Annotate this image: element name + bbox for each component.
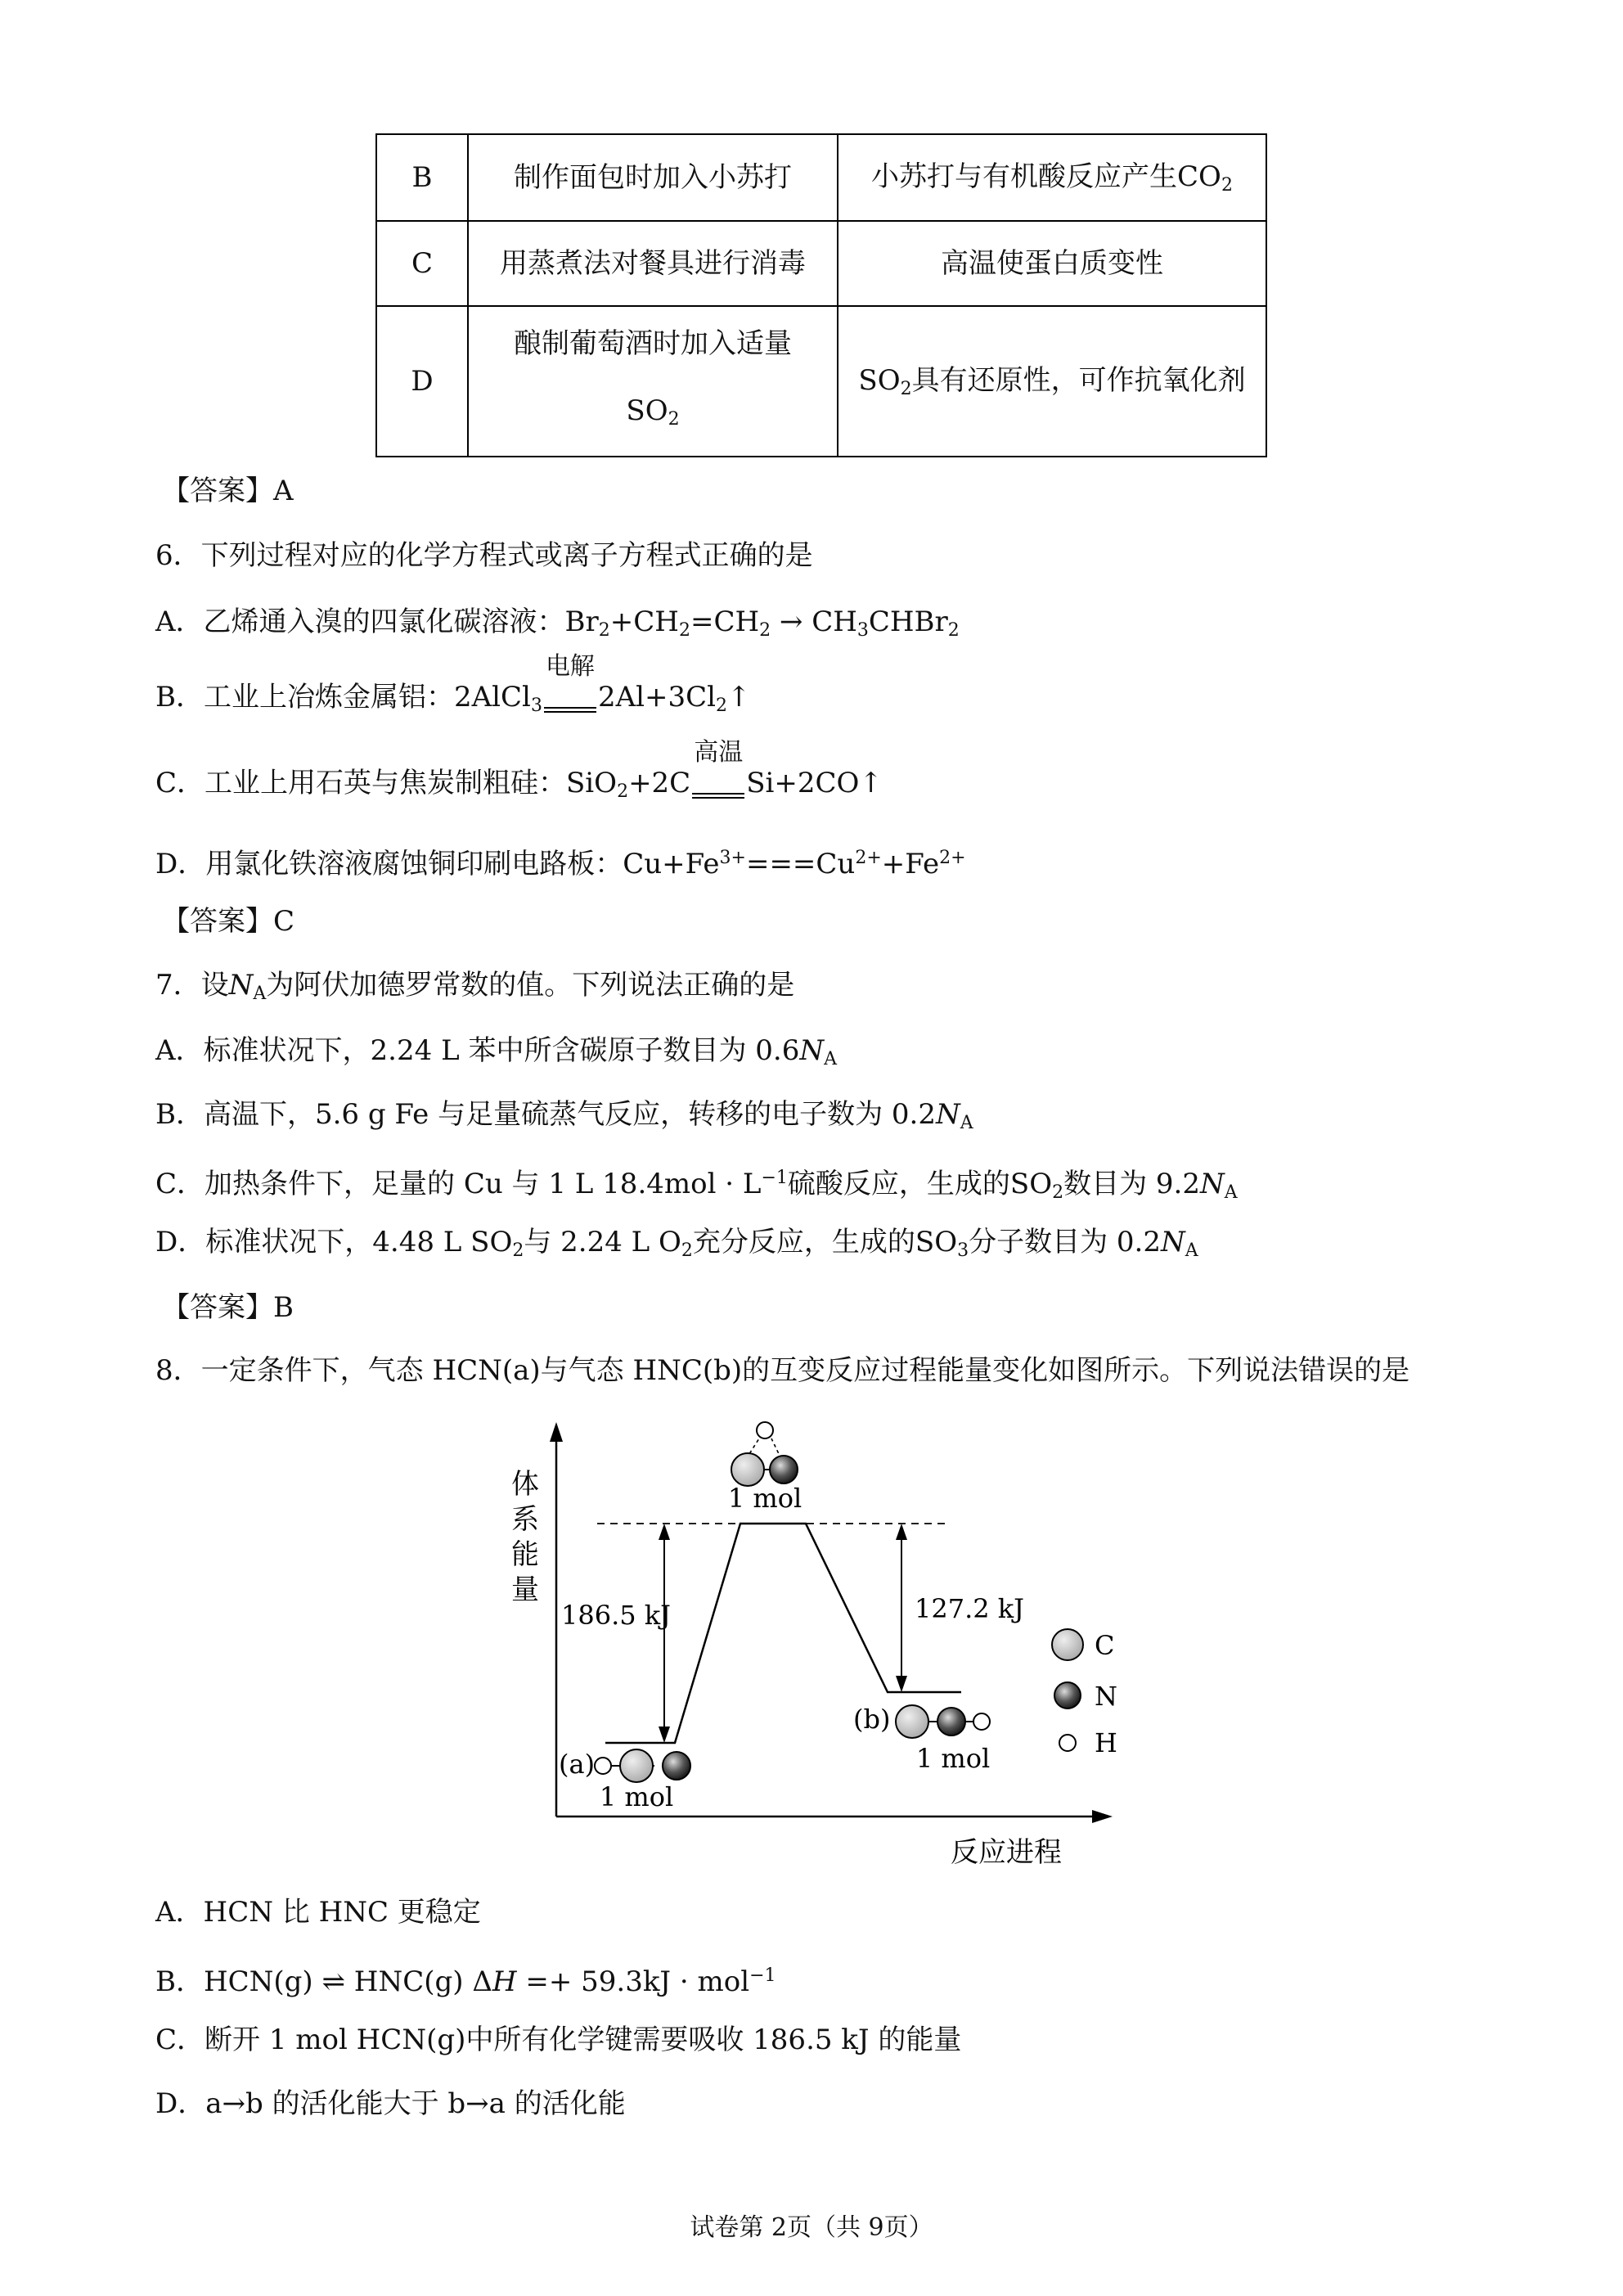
table-row [376, 306, 1266, 457]
table-row [376, 221, 1266, 306]
row-reason: 高温使蛋白质变性 [838, 221, 1266, 306]
transition-state-amount: 1 mol [727, 1483, 803, 1514]
row-action: 制作面包时加入小苏打 [468, 134, 838, 221]
left-arrow-head-down [659, 1727, 670, 1743]
molecule-b-amount: 1 mol [915, 1743, 991, 1774]
legend-nitrogen-icon [1054, 1682, 1081, 1708]
right-arrow-head-down [896, 1676, 907, 1692]
legend [1052, 1629, 1117, 1758]
q7-option-a: A．标准状况下，2.24 L 苯中所含碳原子数目为 $0.6N_A$ [155, 1034, 837, 1069]
molecule-a [595, 1749, 690, 1782]
q6-option-d: D．用氯化铁溶液腐蚀铜印刷电路板：$Cu+Fe^{3+}===Cu^{2+}+Fe^{2+}$ [155, 848, 966, 880]
row-letter: D [376, 306, 468, 457]
q7-option-b: B．高温下，5.6 g Fe 与足量硫蒸气反应，转移的电子数为 $0.2N_A$ [155, 1098, 973, 1133]
q7-stem: 7．设$N_A$为阿伏加德罗常数的值。下列说法正确的是 [155, 969, 795, 1004]
q6-option-c: C．工业上用石英与焦炭制粗硅：SiO$_2$+2C 高温 Si+2CO↑ [155, 738, 883, 802]
q6-option-b: B．工业上冶炼金属铝：2AlCl$_3$ 电解 $2Al+3Cl_2↑$ [155, 652, 751, 716]
y-axis-label-char: 能 [511, 1538, 539, 1571]
y-axis-arrow [550, 1422, 563, 1442]
q7-option-c: C．加热条件下，足量的 Cu 与 1 L $18.4mol \cdot L^{-1}$硫酸反应，生成的$SO_2$数目为 $9.2N_A$ [155, 1168, 1238, 1203]
molecule-b-label: (b) [853, 1704, 891, 1735]
right-arrow-head-up [896, 1524, 907, 1540]
q6-stem: 6．下列过程对应的化学方程式或离子方程式正确的是 [155, 539, 813, 572]
molecule-a-amount: 1 mol [599, 1781, 674, 1812]
q7-option-d: D．标准状况下，4.48 L $SO_2$与 2.24 L $O_2$充分反应，生成的$SO_3$分子数目为 $0.2N_A$ [155, 1226, 1198, 1261]
q6-option-a: A．乙烯通入溴的四氯化碳溶液：$Br_2+CH_2=CH_2$ → $CH_3CHBr_2$ [155, 606, 960, 641]
legend-label-c: C [1095, 1630, 1115, 1661]
legend-hydrogen-icon [1059, 1735, 1076, 1751]
left-arrow-head-up [659, 1524, 670, 1540]
molecule-b [896, 1705, 990, 1738]
y-axis-label-char: 量 [511, 1573, 539, 1606]
q8-stem: 8．一定条件下，气态 HCN(a)与气态 HNC(b)的互变反应过程能量变化如图所示。下列说法错误的是 [155, 1354, 1410, 1387]
row-reason: $SO_2$具有还原性，可作抗氧化剂 [838, 306, 1266, 457]
right-energy-label: 127.2 kJ [915, 1593, 1024, 1624]
row-reason: 小苏打与有机酸反应产生$CO_2$ [838, 134, 1266, 221]
row-letter: C [376, 221, 468, 306]
q8-option-a: A．HCN 比 HNC 更稳定 [155, 1896, 481, 1929]
y-axis-label-char: 系 [511, 1503, 539, 1536]
row-letter: B [376, 134, 468, 221]
molecule-a-label: (a) [559, 1749, 596, 1780]
q8-option-c: C．断开 1 mol HCN(g)中所有化学键需要吸收 186.5 kJ 的能量 [155, 2024, 962, 2056]
page-footer: 试卷第 2页（共 9页） [690, 2213, 933, 2242]
answer-q6: 【答案】C [162, 905, 295, 938]
answer-q5: 【答案】A [162, 475, 294, 507]
table-row [376, 134, 1266, 221]
answer-q7: 【答案】B [162, 1291, 294, 1324]
transition-state-molecule [731, 1422, 798, 1486]
q8-option-d: D．a→b 的活化能大于 b→a 的活化能 [155, 2087, 626, 2120]
x-axis-label: 反应进程 [951, 1836, 1062, 1869]
q8-option-b: B．HCN(g) ⇌ HNC(g) ΔH =+ 59.3kJ · mol$^{-1}$ [155, 1965, 776, 1998]
x-axis-arrow [1092, 1810, 1113, 1823]
row-action: 用蒸煮法对餐具进行消毒 [468, 221, 838, 306]
row-action: 酿制葡萄酒时加入适量 $SO_2$ [468, 306, 838, 457]
left-energy-label: 186.5 kJ [561, 1600, 671, 1631]
legend-carbon-icon [1052, 1629, 1083, 1660]
legend-label-n: N [1095, 1681, 1117, 1712]
energy-diagram [491, 1407, 1129, 1874]
legend-label-h: H [1095, 1727, 1117, 1758]
y-axis-label-char: 体 [511, 1468, 539, 1501]
options-table [375, 133, 1267, 457]
